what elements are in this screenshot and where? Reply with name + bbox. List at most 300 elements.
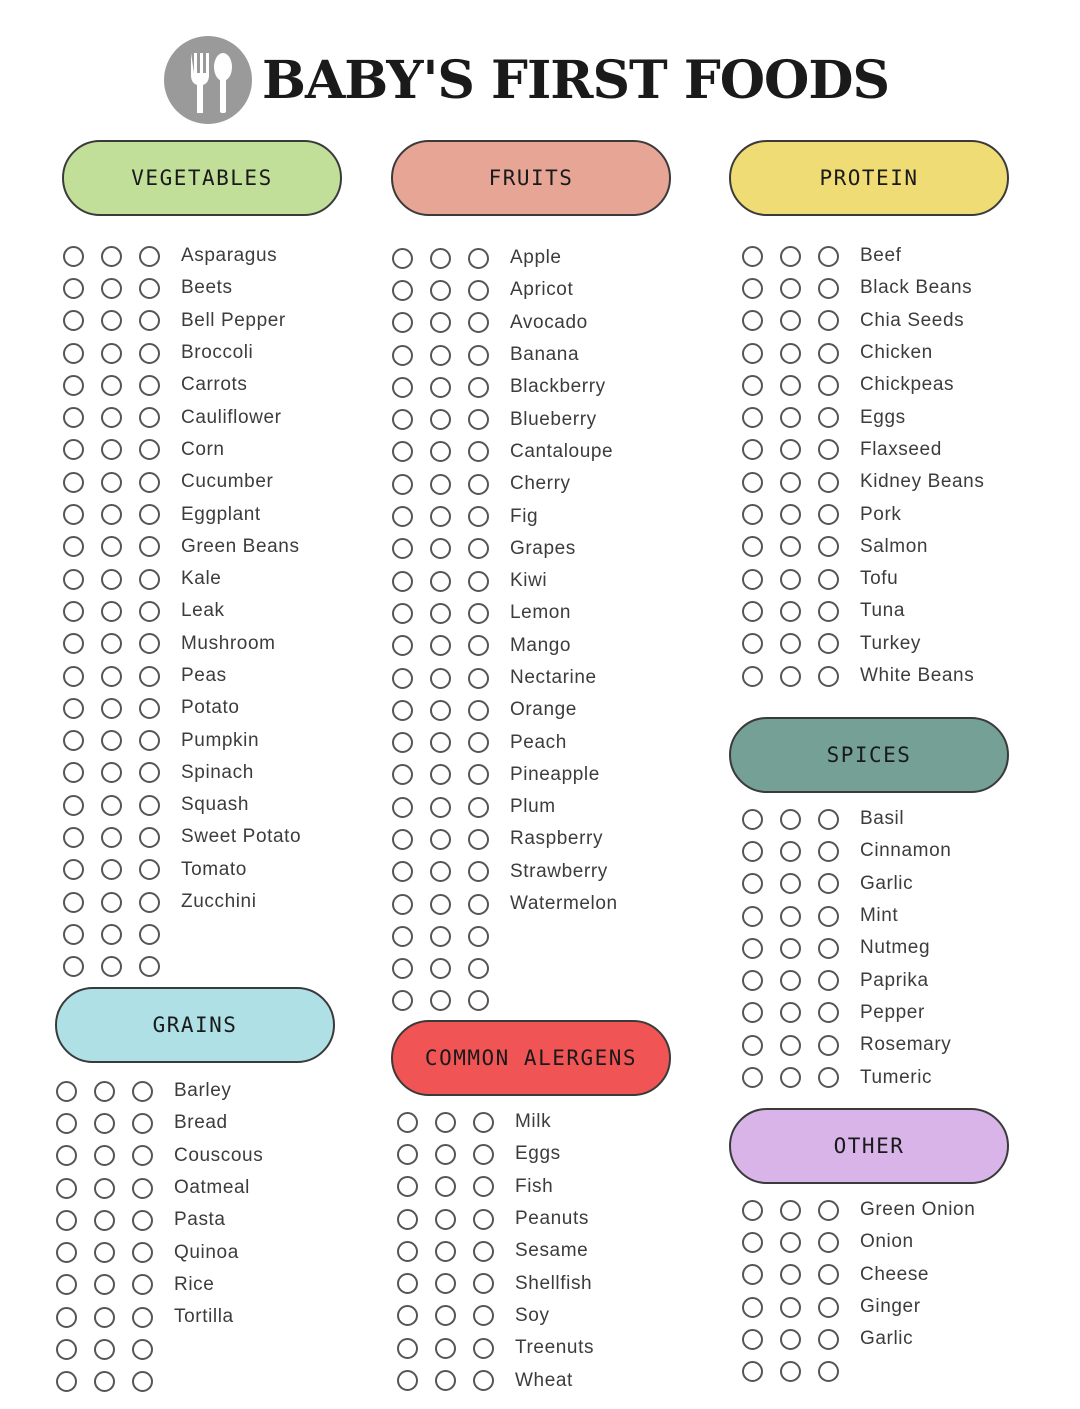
checkbox-circle[interactable]	[139, 343, 160, 364]
checkbox-circle[interactable]	[435, 1273, 456, 1294]
checkbox-circle[interactable]	[101, 601, 122, 622]
checkbox-circle[interactable]	[392, 668, 413, 689]
checkbox-circle[interactable]	[101, 633, 122, 654]
checkbox-circle[interactable]	[392, 280, 413, 301]
checkbox-circle[interactable]	[468, 829, 489, 850]
checkbox-circle[interactable]	[780, 439, 801, 460]
checkbox-circle[interactable]	[94, 1081, 115, 1102]
checkbox-circle[interactable]	[780, 809, 801, 830]
checkbox-circle[interactable]	[392, 732, 413, 753]
checkbox-circle[interactable]	[818, 1067, 839, 1088]
checkbox-circle[interactable]	[63, 666, 84, 687]
checkbox-circle[interactable]	[101, 375, 122, 396]
checkbox-circle[interactable]	[468, 280, 489, 301]
checkbox-circle[interactable]	[780, 569, 801, 590]
checkbox-circle[interactable]	[742, 343, 763, 364]
checkbox-circle[interactable]	[473, 1273, 494, 1294]
checkbox-circle[interactable]	[139, 439, 160, 460]
checklist-row	[397, 1138, 594, 1170]
checkbox-circle[interactable]	[435, 1112, 456, 1133]
checkbox-circle[interactable]	[139, 310, 160, 331]
checkbox-circle[interactable]	[56, 1371, 77, 1392]
checkbox-circle[interactable]	[430, 409, 451, 430]
checkbox-circle[interactable]	[392, 571, 413, 592]
checkbox-circle[interactable]	[468, 474, 489, 495]
checkbox-circle[interactable]	[435, 1176, 456, 1197]
checkbox-circle[interactable]	[742, 1297, 763, 1318]
checkbox-circle[interactable]	[63, 246, 84, 267]
checkbox-circle[interactable]	[742, 1329, 763, 1350]
food-label: Tomato	[181, 858, 247, 880]
header	[0, 0, 1080, 140]
checkbox-circle[interactable]	[132, 1145, 153, 1166]
checkbox-circle[interactable]	[742, 970, 763, 991]
checkbox-circle[interactable]	[392, 377, 413, 398]
checkbox-circle[interactable]	[468, 248, 489, 269]
checkbox-circle[interactable]	[818, 1264, 839, 1285]
checkbox-circle[interactable]	[101, 795, 122, 816]
checkbox-circle[interactable]	[392, 248, 413, 269]
checkbox-circle[interactable]	[818, 1035, 839, 1056]
checkbox-circle[interactable]	[742, 1035, 763, 1056]
checkbox-circle[interactable]	[473, 1370, 494, 1391]
checkbox-circle[interactable]	[101, 504, 122, 525]
checkbox-circle[interactable]	[132, 1081, 153, 1102]
checkbox-circle[interactable]	[780, 906, 801, 927]
checklist-row	[392, 242, 618, 274]
checkbox-circle[interactable]	[392, 474, 413, 495]
checkbox-circle[interactable]	[397, 1305, 418, 1326]
checkbox-circle[interactable]	[742, 472, 763, 493]
checkbox-circle[interactable]	[468, 894, 489, 915]
checkbox-circle[interactable]	[392, 700, 413, 721]
checkbox-circle[interactable]	[473, 1338, 494, 1359]
checkbox-circle[interactable]	[430, 603, 451, 624]
checkbox-circle[interactable]	[132, 1274, 153, 1295]
checkbox-circle[interactable]	[94, 1242, 115, 1263]
checkbox-circle[interactable]	[780, 1200, 801, 1221]
checkbox-circle[interactable]	[430, 894, 451, 915]
checkbox-circle[interactable]	[392, 345, 413, 366]
checkbox-circle[interactable]	[742, 310, 763, 331]
checkbox-circle[interactable]	[742, 278, 763, 299]
checkbox-circle[interactable]	[63, 569, 84, 590]
checkbox-circle[interactable]	[818, 1002, 839, 1023]
checkbox-circle[interactable]	[818, 1329, 839, 1350]
checkbox-circle[interactable]	[468, 603, 489, 624]
checkbox-circle[interactable]	[397, 1273, 418, 1294]
checkbox-circle[interactable]	[63, 278, 84, 299]
checklist-row	[742, 1061, 951, 1093]
checkbox-circle[interactable]	[818, 569, 839, 590]
checkbox-circle[interactable]	[101, 536, 122, 557]
checkbox-circle[interactable]	[468, 668, 489, 689]
checkbox-circle[interactable]	[63, 472, 84, 493]
checkbox-circle[interactable]	[101, 892, 122, 913]
checkbox-circle[interactable]	[101, 439, 122, 460]
checkbox-circle[interactable]	[742, 1361, 763, 1382]
checkbox-circle[interactable]	[392, 506, 413, 527]
checkbox-circle[interactable]	[742, 633, 763, 654]
checkbox-circle[interactable]	[780, 278, 801, 299]
checkbox-circle[interactable]	[818, 633, 839, 654]
checkbox-circle[interactable]	[392, 958, 413, 979]
checkbox-circle[interactable]	[780, 1067, 801, 1088]
checkbox-circle[interactable]	[780, 536, 801, 557]
checkbox-circle[interactable]	[101, 343, 122, 364]
checkbox-circle[interactable]	[63, 310, 84, 331]
checkbox-circle[interactable]	[63, 601, 84, 622]
checkbox-circle[interactable]	[430, 474, 451, 495]
checkbox-circle[interactable]	[742, 809, 763, 830]
checkbox-circle[interactable]	[818, 938, 839, 959]
checkbox-circle[interactable]	[397, 1112, 418, 1133]
checkbox-circle[interactable]	[139, 536, 160, 557]
checkbox-circle[interactable]	[780, 970, 801, 991]
checkbox-circle[interactable]	[430, 506, 451, 527]
checkbox-circle[interactable]	[818, 1297, 839, 1318]
checkbox-circle[interactable]	[430, 345, 451, 366]
checkbox-circle[interactable]	[468, 441, 489, 462]
checkbox-circle[interactable]	[468, 990, 489, 1011]
checkbox-circle[interactable]	[780, 873, 801, 894]
checkbox-circle[interactable]	[468, 764, 489, 785]
checkbox-circle[interactable]	[468, 377, 489, 398]
checkbox-circle[interactable]	[430, 990, 451, 1011]
checkbox-circle[interactable]	[101, 698, 122, 719]
checkbox-circle[interactable]	[139, 633, 160, 654]
section-header-grains: GRAINS	[55, 987, 335, 1063]
checkbox-circle[interactable]	[818, 407, 839, 428]
checkbox-circle[interactable]	[780, 1297, 801, 1318]
checkbox-circle[interactable]	[780, 938, 801, 959]
checkbox-circle[interactable]	[473, 1209, 494, 1230]
checkbox-circle[interactable]	[430, 538, 451, 559]
checklist-row	[392, 274, 618, 306]
checkbox-circle[interactable]	[473, 1241, 494, 1262]
checkbox-circle[interactable]	[392, 635, 413, 656]
checkbox-circle[interactable]	[468, 312, 489, 333]
checkbox-circle[interactable]	[392, 764, 413, 785]
checkbox-circle[interactable]	[780, 1232, 801, 1253]
checkbox-circle[interactable]	[56, 1081, 77, 1102]
checkbox-circle[interactable]	[435, 1209, 456, 1230]
checkbox-circle[interactable]	[132, 1307, 153, 1328]
checkbox-circle[interactable]	[63, 343, 84, 364]
checkbox-circle[interactable]	[101, 956, 122, 977]
checkbox-circle[interactable]	[430, 668, 451, 689]
checkbox-circle[interactable]	[132, 1210, 153, 1231]
checkbox-circle[interactable]	[818, 666, 839, 687]
checkbox-circle[interactable]	[430, 280, 451, 301]
checkbox-circle[interactable]	[468, 538, 489, 559]
checkbox-circle[interactable]	[56, 1145, 77, 1166]
checkbox-circle[interactable]	[132, 1339, 153, 1360]
checkbox-circle[interactable]	[56, 1307, 77, 1328]
checkbox-circle[interactable]	[430, 926, 451, 947]
checkbox-circle[interactable]	[94, 1339, 115, 1360]
checkbox-circle[interactable]	[63, 795, 84, 816]
checkbox-circle[interactable]	[818, 841, 839, 862]
checkbox-circle[interactable]	[435, 1370, 456, 1391]
checkbox-circle[interactable]	[397, 1144, 418, 1165]
checkbox-circle[interactable]	[101, 278, 122, 299]
checkbox-circle[interactable]	[63, 439, 84, 460]
checkbox-circle[interactable]	[63, 924, 84, 945]
checkbox-circle[interactable]	[101, 246, 122, 267]
checkbox-circle[interactable]	[742, 375, 763, 396]
checkbox-circle[interactable]	[742, 1264, 763, 1285]
checkbox-circle[interactable]	[742, 873, 763, 894]
checkbox-circle[interactable]	[139, 795, 160, 816]
checkbox-circle[interactable]	[392, 797, 413, 818]
checkbox-circle[interactable]	[818, 1232, 839, 1253]
checkbox-circle[interactable]	[780, 343, 801, 364]
checkbox-circle[interactable]	[780, 601, 801, 622]
checkbox-circle[interactable]	[780, 407, 801, 428]
checkbox-circle[interactable]	[139, 666, 160, 687]
checkbox-circle[interactable]	[392, 861, 413, 882]
checkbox-circle[interactable]	[742, 1002, 763, 1023]
checklist-row	[63, 628, 301, 660]
checkbox-circle[interactable]	[101, 472, 122, 493]
checkbox-circle[interactable]	[392, 990, 413, 1011]
checkbox-circle[interactable]	[397, 1176, 418, 1197]
checkbox-circle[interactable]	[818, 375, 839, 396]
checkbox-circle[interactable]	[94, 1307, 115, 1328]
checkbox-circle[interactable]	[818, 809, 839, 830]
checkbox-circle[interactable]	[742, 536, 763, 557]
checkbox-circle[interactable]	[392, 538, 413, 559]
checkbox-circle[interactable]	[468, 345, 489, 366]
checkbox-circle[interactable]	[132, 1113, 153, 1134]
checkbox-circle[interactable]	[63, 956, 84, 977]
checkbox-circle[interactable]	[101, 407, 122, 428]
checkbox-circle[interactable]	[94, 1178, 115, 1199]
checkbox-circle[interactable]	[63, 859, 84, 880]
checkbox-circle[interactable]	[139, 859, 160, 880]
checkbox-circle[interactable]	[63, 827, 84, 848]
checkbox-circle[interactable]	[430, 571, 451, 592]
checkbox-circle[interactable]	[94, 1274, 115, 1295]
checkbox-circle[interactable]	[139, 924, 160, 945]
checkbox-circle[interactable]	[780, 472, 801, 493]
checkbox-circle[interactable]	[139, 762, 160, 783]
checkbox-circle[interactable]	[139, 730, 160, 751]
checkbox-circle[interactable]	[430, 441, 451, 462]
checkbox-circle[interactable]	[435, 1338, 456, 1359]
checkbox-circle[interactable]	[430, 700, 451, 721]
checkbox-circle[interactable]	[63, 375, 84, 396]
checkbox-circle[interactable]	[473, 1144, 494, 1165]
checkbox-circle[interactable]	[94, 1113, 115, 1134]
checkbox-circle[interactable]	[392, 829, 413, 850]
checkbox-circle[interactable]	[139, 892, 160, 913]
checkbox-circle[interactable]	[742, 1232, 763, 1253]
checkbox-circle[interactable]	[430, 377, 451, 398]
checkbox-circle[interactable]	[780, 504, 801, 525]
checkbox-circle[interactable]	[101, 762, 122, 783]
checkbox-circle[interactable]	[94, 1371, 115, 1392]
checkbox-circle[interactable]	[780, 1361, 801, 1382]
checkbox-circle[interactable]	[742, 1200, 763, 1221]
checkbox-circle[interactable]	[435, 1241, 456, 1262]
checkbox-circle[interactable]	[473, 1305, 494, 1326]
checkbox-circle[interactable]	[139, 601, 160, 622]
checkbox-circle[interactable]	[94, 1145, 115, 1166]
checkbox-circle[interactable]	[818, 343, 839, 364]
checkbox-circle[interactable]	[818, 310, 839, 331]
checkbox-circle[interactable]	[101, 924, 122, 945]
checklist-row	[742, 434, 984, 466]
checkbox-circle[interactable]	[101, 310, 122, 331]
checkbox-circle[interactable]	[818, 472, 839, 493]
checkbox-circle[interactable]	[818, 246, 839, 267]
checkbox-circle[interactable]	[818, 1361, 839, 1382]
checkbox-circle[interactable]	[139, 569, 160, 590]
checkbox-circle[interactable]	[397, 1209, 418, 1230]
checkbox-circle[interactable]	[742, 407, 763, 428]
checkbox-circle[interactable]	[430, 635, 451, 656]
checkbox-circle[interactable]	[392, 441, 413, 462]
checkbox-circle[interactable]	[435, 1305, 456, 1326]
checkbox-circle[interactable]	[742, 601, 763, 622]
checklist-row	[742, 1029, 951, 1061]
checkbox-circle[interactable]	[56, 1113, 77, 1134]
checkbox-circle[interactable]	[473, 1112, 494, 1133]
checkbox-circle[interactable]	[780, 633, 801, 654]
food-label: Pasta	[174, 1209, 226, 1231]
food-label: Fish	[515, 1175, 554, 1197]
checkbox-circle[interactable]	[742, 569, 763, 590]
checkbox-circle[interactable]	[468, 797, 489, 818]
checkbox-circle[interactable]	[780, 841, 801, 862]
checkbox-circle[interactable]	[742, 841, 763, 862]
checkbox-circle[interactable]	[742, 938, 763, 959]
checkbox-circle[interactable]	[435, 1144, 456, 1165]
checkbox-circle[interactable]	[101, 730, 122, 751]
checkbox-circle[interactable]	[780, 1329, 801, 1350]
checkbox-circle[interactable]	[94, 1210, 115, 1231]
checkbox-circle[interactable]	[780, 246, 801, 267]
checkbox-circle[interactable]	[780, 375, 801, 396]
checkbox-circle[interactable]	[56, 1178, 77, 1199]
checkbox-circle[interactable]	[63, 407, 84, 428]
checkbox-circle[interactable]	[468, 700, 489, 721]
checkbox-circle[interactable]	[139, 472, 160, 493]
checkbox-circle[interactable]	[101, 666, 122, 687]
checkbox-circle[interactable]	[139, 407, 160, 428]
checkbox-circle[interactable]	[56, 1274, 77, 1295]
checkbox-circle[interactable]	[468, 926, 489, 947]
checkbox-circle[interactable]	[780, 310, 801, 331]
checkbox-circle[interactable]	[139, 278, 160, 299]
checkbox-circle[interactable]	[392, 894, 413, 915]
checkbox-circle[interactable]	[742, 666, 763, 687]
checkbox-circle[interactable]	[742, 504, 763, 525]
checkbox-circle[interactable]	[430, 248, 451, 269]
checkbox-circle[interactable]	[742, 906, 763, 927]
checkbox-circle[interactable]	[63, 633, 84, 654]
checkbox-circle[interactable]	[139, 375, 160, 396]
checkbox-circle[interactable]	[473, 1176, 494, 1197]
checkbox-circle[interactable]	[63, 504, 84, 525]
checkbox-circle[interactable]	[392, 409, 413, 430]
checkbox-circle[interactable]	[780, 1035, 801, 1056]
checkbox-circle[interactable]	[63, 730, 84, 751]
checklist-row	[742, 1226, 975, 1258]
checkbox-circle[interactable]	[430, 732, 451, 753]
checkbox-circle[interactable]	[742, 439, 763, 460]
checkbox-circle[interactable]	[63, 762, 84, 783]
checkbox-circle[interactable]	[780, 666, 801, 687]
checkbox-circle[interactable]	[818, 536, 839, 557]
checkbox-circle[interactable]	[430, 958, 451, 979]
checkbox-circle[interactable]	[139, 698, 160, 719]
checkbox-circle[interactable]	[139, 504, 160, 525]
checkbox-circle[interactable]	[430, 797, 451, 818]
food-label: Green Onion	[860, 1199, 976, 1221]
checkbox-circle[interactable]	[818, 278, 839, 299]
checkbox-circle[interactable]	[468, 409, 489, 430]
checkbox-circle[interactable]	[430, 764, 451, 785]
checkbox-circle[interactable]	[468, 506, 489, 527]
checkbox-circle[interactable]	[101, 569, 122, 590]
checkbox-circle[interactable]	[780, 1002, 801, 1023]
checkbox-circle[interactable]	[132, 1178, 153, 1199]
checkbox-circle[interactable]	[56, 1210, 77, 1231]
checkbox-circle[interactable]	[430, 861, 451, 882]
checkbox-circle[interactable]	[780, 1264, 801, 1285]
checkbox-circle[interactable]	[132, 1371, 153, 1392]
checkbox-circle[interactable]	[818, 504, 839, 525]
checkbox-circle[interactable]	[430, 312, 451, 333]
checkbox-circle[interactable]	[56, 1339, 77, 1360]
checkbox-circle[interactable]	[818, 601, 839, 622]
checkbox-circle[interactable]	[101, 827, 122, 848]
checkbox-circle[interactable]	[392, 603, 413, 624]
checkbox-circle[interactable]	[430, 829, 451, 850]
checkbox-circle[interactable]	[818, 906, 839, 927]
checkbox-circle[interactable]	[468, 635, 489, 656]
checkbox-circle[interactable]	[818, 1200, 839, 1221]
checkbox-circle[interactable]	[63, 536, 84, 557]
checkbox-circle[interactable]	[818, 970, 839, 991]
food-label: Apricot	[510, 279, 574, 301]
checkbox-circle[interactable]	[397, 1241, 418, 1262]
checkbox-circle[interactable]	[139, 956, 160, 977]
checkbox-circle[interactable]	[397, 1338, 418, 1359]
checkbox-circle[interactable]	[392, 312, 413, 333]
checkbox-circle[interactable]	[139, 827, 160, 848]
checkbox-circle[interactable]	[468, 732, 489, 753]
checkbox-circle[interactable]	[468, 571, 489, 592]
checkbox-circle[interactable]	[139, 246, 160, 267]
checkbox-circle[interactable]	[132, 1242, 153, 1263]
checkbox-circle[interactable]	[742, 1067, 763, 1088]
checkbox-circle[interactable]	[397, 1370, 418, 1391]
checkbox-circle[interactable]	[468, 861, 489, 882]
checkbox-circle[interactable]	[56, 1242, 77, 1263]
checkbox-circle[interactable]	[818, 439, 839, 460]
checkbox-circle[interactable]	[818, 873, 839, 894]
checkbox-circle[interactable]	[101, 859, 122, 880]
checkbox-circle[interactable]	[468, 958, 489, 979]
checkbox-circle[interactable]	[63, 698, 84, 719]
checkbox-circle[interactable]	[392, 926, 413, 947]
checkbox-circle[interactable]	[742, 246, 763, 267]
checkbox-circle[interactable]	[63, 892, 84, 913]
